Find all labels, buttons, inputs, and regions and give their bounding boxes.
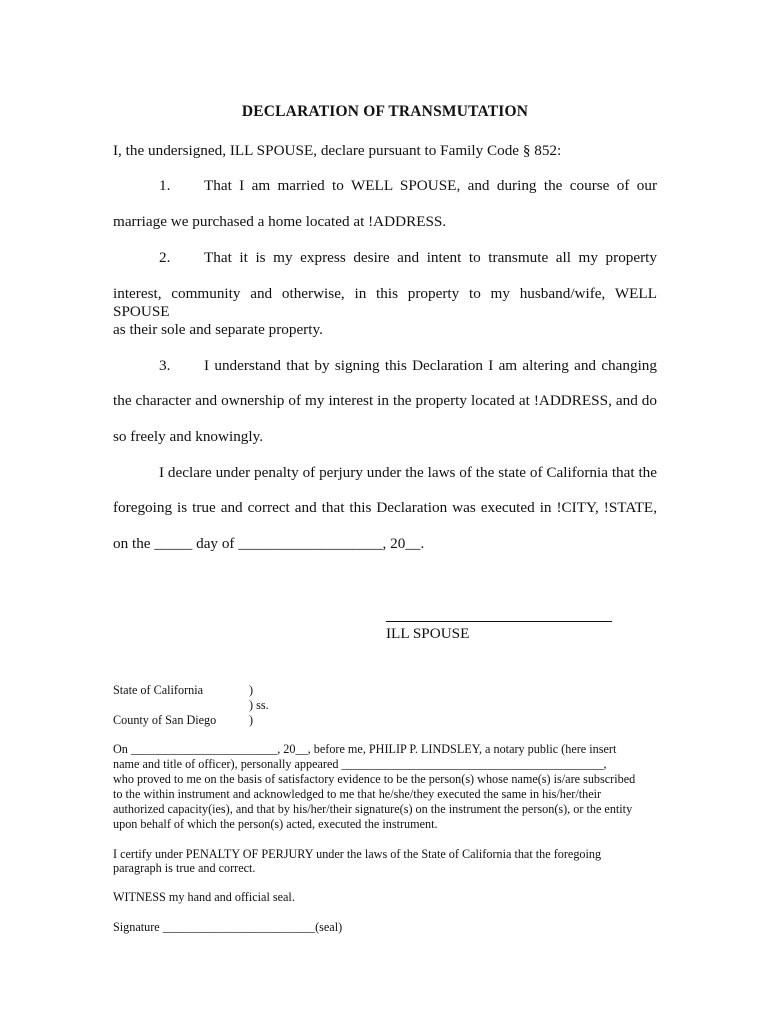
acknowledgment-line-5: authorized capacity(ies), and that by his/her/their signature(s) on the instrument the person(s), or the entity	[113, 802, 633, 816]
declaration-line-3: on the _____ day of ___________________, 20__.	[113, 535, 425, 552]
item-3-line-1: I understand that by signing this Declaration I am altering and changing	[204, 357, 657, 374]
item-3-line-2: the character and ownership of my interest in the property located at !ADDRESS, and do	[113, 392, 657, 409]
acknowledgment-line-1: On ________________________, 20__, before me, PHILIP P. LINDSLEY, a notary public (here insert	[113, 742, 617, 756]
certify-line-2: paragraph is true and correct.	[113, 861, 256, 875]
document-title: DECLARATION OF TRANSMUTATION	[241, 103, 529, 120]
certify-line-1: I certify under PENALTY OF PERJURY under the laws of the State of California that the foregoing	[113, 847, 602, 861]
acknowledgment-line-3: who proved to me on the basis of satisfactory evidence to be the person(s) whose name(s) is/are subscribed	[113, 772, 636, 786]
venue-paren-1: )	[249, 683, 254, 697]
item-2-number: 2.	[159, 249, 171, 266]
item-1-line-2: marriage we purchased a home located at !ADDRESS.	[113, 213, 447, 230]
signer-name: ILL SPOUSE	[386, 625, 470, 642]
witness-statement: WITNESS my hand and official seal.	[113, 890, 295, 904]
item-1-line-1: That I am married to WELL SPOUSE, and during the course of our	[204, 177, 657, 194]
notary-signature-line: Signature _________________________(seal)	[113, 920, 343, 934]
declaration-line-2: foregoing is true and correct and that this Declaration was executed in !CITY, !STATE,	[113, 499, 657, 516]
venue-paren-2: )	[249, 713, 254, 727]
item-3-line-3: so freely and knowingly.	[113, 428, 264, 445]
declaration-line-1: I declare under penalty of perjury under the laws of the state of California that the	[159, 464, 657, 481]
item-2-line-2: interest, community and otherwise, in this property to my husband/wife, WELL SPOUSE	[113, 285, 657, 320]
intro-paragraph: I, the undersigned, ILL SPOUSE, declare pursuant to Family Code § 852:	[113, 142, 562, 159]
acknowledgment-line-6: upon behalf of which the person(s) acted, executed the instrument.	[113, 817, 438, 831]
item-2-line-1: That it is my express desire and intent to transmute all my property	[204, 249, 657, 266]
venue-state: State of California	[113, 683, 204, 697]
acknowledgment-line-4: to the within instrument and acknowledged to me that he/she/they executed the same in his/her/their	[113, 787, 602, 801]
signature-line	[386, 621, 612, 622]
item-2-line-3: as their sole and separate property.	[113, 321, 323, 338]
item-3-number: 3.	[159, 357, 171, 374]
item-1-number: 1.	[159, 177, 171, 194]
venue-county: County of San Diego	[113, 713, 217, 727]
acknowledgment-line-2: name and title of officer), personally appeared ___________________________________________,	[113, 757, 607, 771]
venue-ss: ) ss.	[249, 698, 269, 712]
